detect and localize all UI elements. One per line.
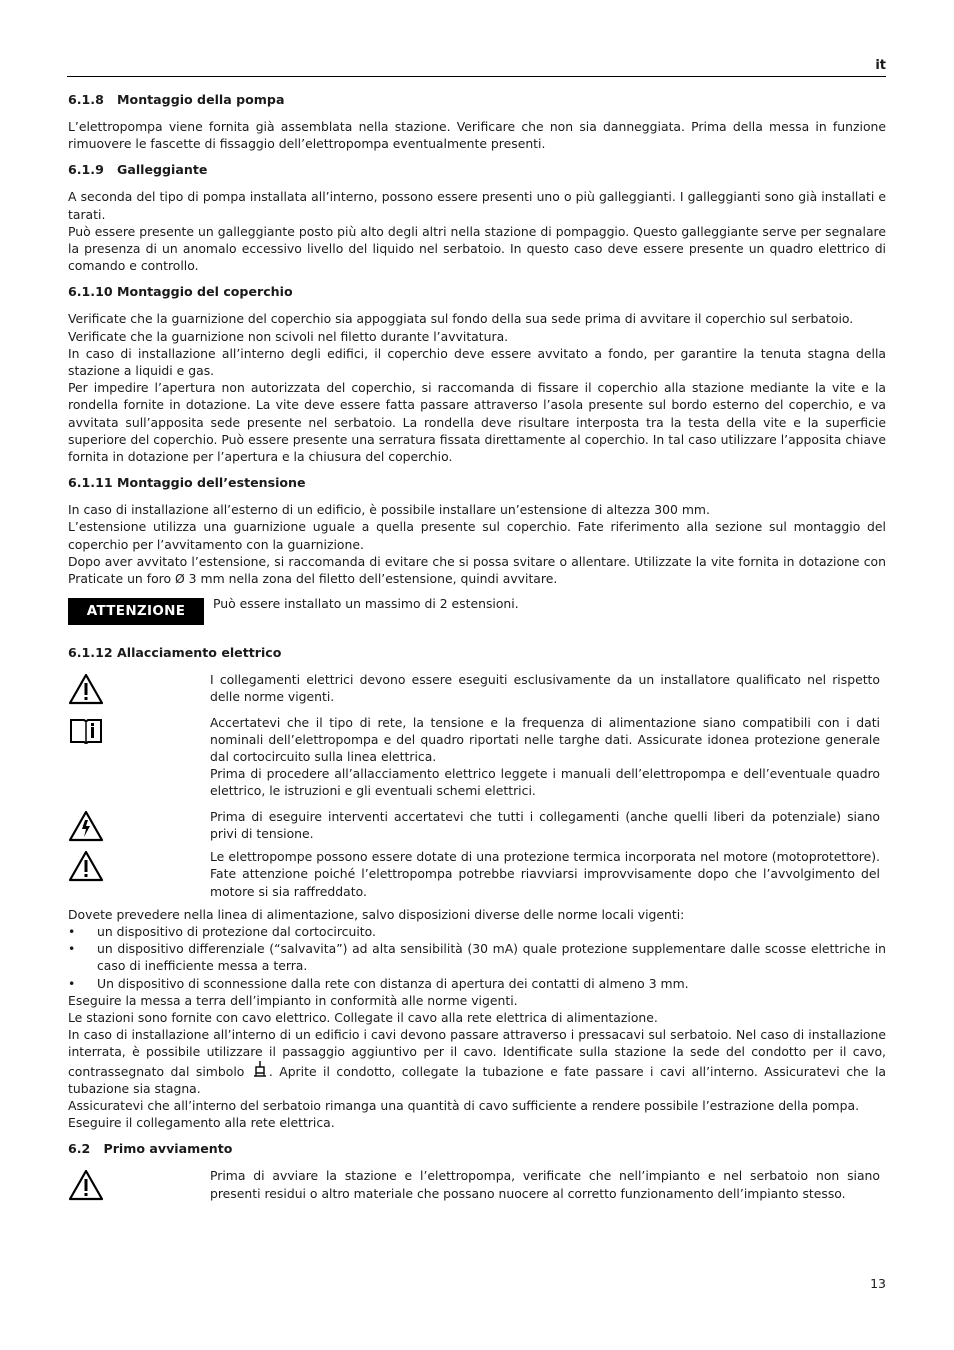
section-title-6-1-9: 6.1.9 Galleggiante — [68, 162, 208, 178]
paragraph: A seconda del tipo di pompa installata all’interno, possono essere presenti uno o più galleggianti. I galleggianti sono già installati e tarati. — [68, 189, 886, 222]
attention-text: Può essere installato un massimo di 2 estensioni. — [213, 596, 519, 612]
list-item: • un dispositivo differenziale (“salvavita”) ad alta sensibilità (30 mA) quale protezione supplementare dalle scosse elettriche in caso di inefficiente messa a terra. — [68, 941, 886, 974]
paragraph: In caso di installazione all’interno degli edifici, il coperchio deve essere avvitato a fondo, per garantire la tenuta stagna della stazione a liquidi e gas. — [68, 345, 886, 379]
header-rule — [67, 76, 886, 77]
note-text: Accertatevi che il tipo di rete, la tensione e la frequenza di alimentazione siano compatibili con i dati nominali dell’elettropompa e del quadro riportati nelle targhe dati. Assicurate idonea protezione generale dal cortocircuito sulla linea elettrica. — [210, 714, 880, 765]
electric-hazard-icon — [68, 810, 104, 842]
paragraph: Può essere presente un galleggiante posto più alto degli altri nella stazione di pompaggio. Questo galleggiante serve per segnalare la presenza di un anomalo eccessivo livello del liquido nel serbatoio. In questo caso deve essere presente un quadro elettrico di comando e controllo. — [68, 223, 886, 274]
note-text: Prima di procedere all’allacciamento elettrico leggete i manuali dell’elettropompa e dell’eventuale quadro elettrico, le istruzioni e gli eventuali schemi elettrici. — [210, 766, 880, 799]
note-text: I collegamenti elettrici devono essere eseguiti esclusivamente da un installatore qualificato nel rispetto delle norme vigenti. — [210, 672, 880, 705]
page-content — [68, 92, 886, 1202]
paragraph: Per impedire l’apertura non autorizzata del coperchio, si raccomanda di fissare il coperchio alla stazione mediante la vite e la rondella fornite in dotazione. La vite deve essere fatta passare attraverso l’asola presente sul bordo esterno del coperchio, e va avvitata sull’apposita sede presente nel serbatoio. La rondella deve risultare interposta tra la testa della vite e la superficie superiore del coperchio. Può essere presente una serratura fissata direttamente al coperchio. In tal caso utilizzare l’apposita chiave fornita in dotazione per l’apertura e la chiusura del coperchio. — [68, 380, 886, 465]
cable-conduit-icon — [253, 1061, 267, 1079]
paragraph: In caso di installazione all’esterno di un edificio, è possibile installare un’estensione di altezza 300 mm. — [68, 502, 710, 518]
warning-icon — [68, 673, 104, 705]
paragraph: L’elettropompa viene fornita già assemblata nella stazione. Verificare che non sia danneggiata. Prima della messa in funzione rimuovere le fascette di fissaggio dell’elettropompa eventualmente presenti. — [68, 119, 886, 152]
paragraph: Verificate che la guarnizione del coperchio sia appoggiata sul fondo della sua sede prima di avvitare il coperchio sul serbatoio. — [68, 311, 854, 327]
list-item: • Un dispositivo di sconnessione dalla rete con distanza di apertura dei contatti di almeno 3 mm. — [68, 975, 689, 991]
language-code: it — [875, 58, 886, 73]
section-title-6-2: 6.2 Primo avviamento — [68, 1141, 233, 1157]
safety-note — [68, 848, 886, 900]
section-title-6-1-10: 6.1.10 Montaggio del coperchio — [68, 284, 293, 300]
section-title-6-1-11: 6.1.11 Montaggio dell’estensione — [68, 475, 306, 491]
paragraph: Verificate che la guarnizione non scivoli nel filetto durante l’avvitatura. — [68, 328, 509, 344]
safety-note — [68, 808, 886, 842]
list-item: • un dispositivo di protezione dal cortocircuito. — [68, 923, 376, 939]
paragraph: L’estensione utilizza una guarnizione uguale a quella presente sul coperchio. Fate riferimento alla sezione sul montaggio del coperchio per l’avvitamento con la guarnizione. — [68, 519, 886, 552]
attention-note — [68, 595, 886, 625]
section-title-6-1-12: 6.1.12 Allacciamento elettrico — [68, 645, 282, 661]
section-title-6-1-8: 6.1.8 Montaggio della pompa — [68, 92, 285, 107]
page-number: 13 — [870, 1276, 886, 1291]
manual-icon — [68, 716, 104, 746]
paragraph: Dovete prevedere nella linea di alimentazione, salvo disposizioni diverse delle norme locali vigenti: — [68, 906, 685, 922]
note-text: Prima di eseguire interventi accertatevi che tutti i collegamenti (anche quelli liberi da potenziale) siano privi di tensione. — [210, 808, 880, 841]
paragraph: Dopo aver avvitato l’estensione, si raccomanda di evitare che si possa svitare o allentare. Utilizzate la vite fornita in dotazione con Praticate un foro Ø 3 mm nella zona del filetto dell’estensione, quindi avvitare. — [68, 553, 886, 587]
paragraph: Le stazioni sono fornite con cavo elettrico. Collegate il cavo alla rete elettrica di alimentazione. — [68, 1009, 658, 1025]
paragraph: In caso di installazione all’interno di un edificio i cavi devono passare attraverso i pressacavi sul serbatoio. Nel caso di installazione interrata, è possibile utilizzare il passaggio aggiuntivo per il cavo. Identificate sulla stazione la sede del condotto per il cavo, contrassegnato dal simbolo . Aprite il condotto, collegate la tubazione e fate passare i cavi all’interno. Assicuratevi che la tubazione sia stagna. — [68, 1027, 886, 1096]
note-text: Le elettropompe possono essere dotate di una protezione termica incorporata nel motore (motoprotettore). Fate attenzione poiché l’elettropompa potrebbe riavviarsi improvvisamente dopo che l’avvolgimento del motore si sia raffreddato. — [210, 849, 880, 899]
note-text: Prima di avviare la stazione e l’elettropompa, verificate che nell’impianto e nel serbatoio non siano presenti residui o altro materiale che possano nuocere al corretto funzionamento dell’impianto stesso. — [210, 1168, 880, 1201]
warning-icon — [68, 850, 104, 882]
safety-note — [68, 714, 886, 800]
paragraph: Eseguire il collegamento alla rete elettrica. — [68, 1115, 335, 1131]
warning-icon — [68, 1169, 104, 1201]
paragraph: Assicuratevi che all’interno del serbatoio rimanga una quantità di cavo sufficiente a rendere possibile l’estrazione della pompa. — [68, 1097, 860, 1113]
attention-badge: ATTENZIONE — [68, 598, 204, 625]
safety-note — [68, 1167, 886, 1201]
paragraph: Eseguire la messa a terra dell’impianto in conformità alle norme vigenti. — [68, 992, 518, 1008]
safety-note — [68, 671, 886, 705]
